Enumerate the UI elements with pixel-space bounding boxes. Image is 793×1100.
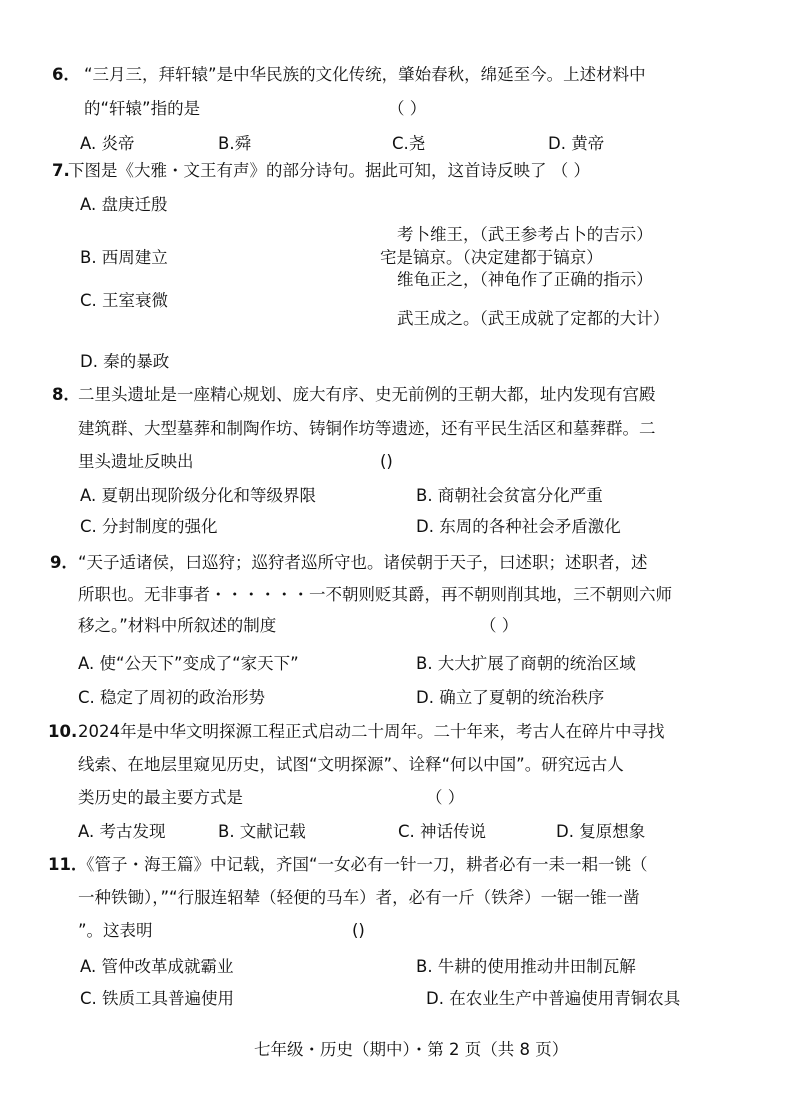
question-10-answer-bracket: （ ） <box>426 788 465 807</box>
question-9-option-c: C. 稳定了周初的政治形势 <box>78 688 266 707</box>
question-9-option-d: D. 确立了夏朝的统治秩序 <box>416 688 605 707</box>
question-6-option-a: A. 炎帝 <box>80 134 135 153</box>
poem-line-2: 宅是镐京。（决定建都于镐京） <box>380 248 603 267</box>
question-7-stem-line-1: 下图是《大雅・文王有声》的部分诗句。据此可知，这首诗反映了 （ ） <box>68 161 590 180</box>
question-8-answer-bracket: () <box>380 452 393 471</box>
question-8-option-d: D. 东周的各种社会矛盾激化 <box>416 517 621 536</box>
question-6-option-b: B.舜 <box>218 134 252 153</box>
question-10-stem-line-1: 2024年是中华文明探源工程正式启动二十周年。二十年来，考古人在碎片中寻找 <box>78 722 665 741</box>
question-10-stem-line-3: 类历史的最主要方式是 <box>78 788 243 807</box>
question-9-number: 9． <box>50 553 78 572</box>
question-9-stem-line-1: “天子适诸侯，曰巡狩；巡狩者巡所守也。诸侯朝于天子，曰述职；述职者，述 <box>78 553 648 572</box>
question-6-stem-line-1: “三月三，拜轩辕”是中华民族的文化传统，肇始春秋，绵延至今。上述材料中 <box>84 65 646 84</box>
question-11-option-d: D. 在农业生产中普遍使用青铜农具 <box>426 989 681 1008</box>
question-8-option-c: C. 分封制度的强化 <box>80 517 218 536</box>
question-9-option-b: B. 大大扩展了商朝的统治区域 <box>416 654 636 673</box>
question-9-answer-bracket: （ ） <box>480 616 519 635</box>
question-11-option-b: B. 牛耕的使用推动井田制瓦解 <box>416 957 636 976</box>
question-8-option-b: B. 商朝社会贫富分化严重 <box>416 486 603 505</box>
question-8-stem-line-1: 二里头遗址是一座精心规划、庞大有序、史无前例的王朝大都，址内发现有宫殿 <box>78 385 656 404</box>
question-9-stem-line-2: 所职也。无非事者・・・・・・一不朝则贬其爵，再不朝则削其地，三不朝则六师 <box>78 585 672 604</box>
question-6-stem-line-2: 的“轩辕”指的是 <box>84 99 201 118</box>
question-8-number: 8． <box>52 385 80 404</box>
poem-line-4: 武王成之。（武王成就了定都的大计） <box>397 309 670 328</box>
question-7-option-c: C. 王室衰微 <box>80 291 169 310</box>
question-11-stem-line-1: 《管子・海王篇》中记载，齐国“一女必有一针一刀，耕者必有一耒一耜一铫（ <box>78 855 648 874</box>
question-11-answer-bracket: () <box>352 921 365 940</box>
question-6-answer-bracket: （ ） <box>388 99 427 118</box>
question-6-number: 6． <box>52 65 80 84</box>
question-7-option-b: B. 西周建立 <box>80 248 168 267</box>
question-10-option-a: A. 考古发现 <box>78 822 166 841</box>
question-6-option-d: D. 黄帝 <box>548 134 605 153</box>
question-10-option-d: D. 复原想象 <box>556 822 646 841</box>
question-7-option-a: A. 盘庚迁殷 <box>80 195 168 214</box>
question-10-number: 10. <box>48 722 78 741</box>
question-9-option-a: A. 使“公天下”变成了“家天下” <box>78 654 299 673</box>
question-6-option-c: C.尧 <box>392 134 426 153</box>
poem-line-3: 维龟正之，（神龟作了正确的指示） <box>397 270 653 289</box>
question-7-option-d: D. 秦的暴政 <box>80 352 170 371</box>
question-8-stem-line-2: 建筑群、大型墓葬和制陶作坊、铸铜作坊等遗迹，还有平民生活区和墓葬群。二 <box>78 419 656 438</box>
question-8-option-a: A. 夏朝出现阶级分化和等级界限 <box>80 486 316 505</box>
question-11-stem-line-3: ”。这表明 <box>78 921 153 940</box>
question-11-option-a: A. 管仲改革成就霸业 <box>80 957 234 976</box>
question-7-number: 7. <box>52 161 70 180</box>
question-10-option-b: B. 文献记载 <box>218 822 306 841</box>
question-10-option-c: C. 神话传说 <box>398 822 487 841</box>
question-10-stem-line-2: 线索、在地层里窥见历史，试图“文明探源”、诠释“何以中国”。研究远古人 <box>78 755 624 774</box>
question-11-number: 11． <box>48 855 88 874</box>
page-footer: 七年级・历史（期中）・第 2 页（共 8 页） <box>254 1040 569 1059</box>
question-8-stem-line-3: 里头遗址反映出 <box>78 452 194 471</box>
question-11-option-c: C. 铁质工具普遍使用 <box>80 989 235 1008</box>
question-11-stem-line-2: 一种铁锄），”“行服连轺辇（轻便的马车）者，必有一斤（铁斧）一锯一锥一凿 <box>78 888 640 907</box>
question-9-stem-line-3: 移之。”材料中所叙述的制度 <box>78 616 277 635</box>
poem-line-1: 考卜维王，（武王参考占卜的吉示） <box>397 225 653 244</box>
